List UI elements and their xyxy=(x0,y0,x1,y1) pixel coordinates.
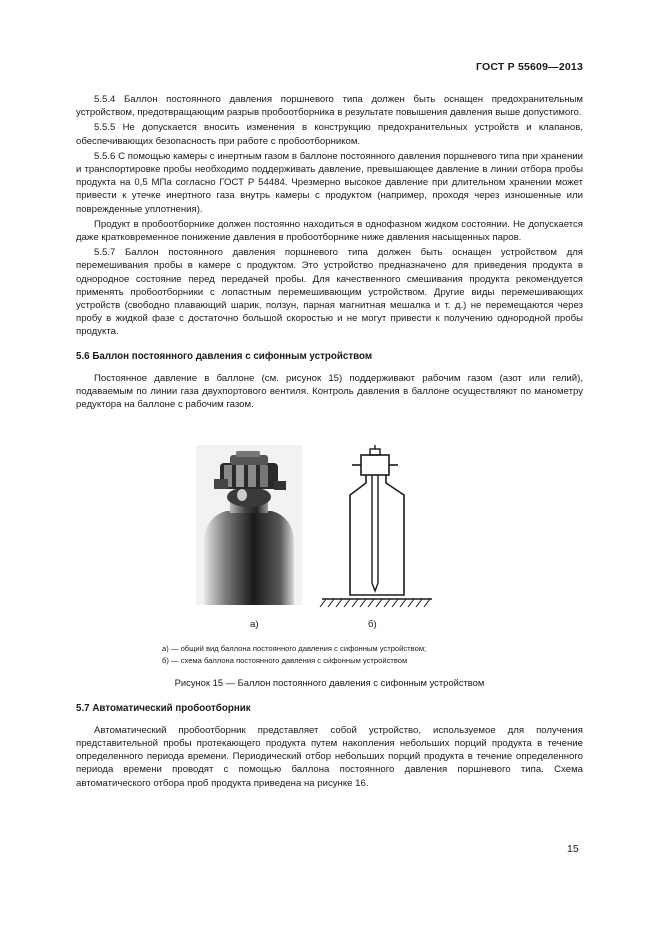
figure-legend xyxy=(162,643,583,667)
paragraph-5-5-5: 5.5.5 Не допускается вносить изменения в конструкцию предохранительных устройств и клапанов, обеспечивающих безопасность при работе с пробоотборником. xyxy=(76,122,583,147)
figure-label-b: б) xyxy=(368,619,377,631)
cylinder-schema xyxy=(314,433,436,613)
section-5-7-heading: 5.7 Автоматический пробоотборник xyxy=(76,702,251,714)
standard-header: ГОСТ Р 55609—2013 xyxy=(475,61,583,73)
legend-a: а) — общий вид баллона постоянного давления с сифонным устройством; xyxy=(162,644,427,654)
paragraph-5-5-6: 5.5.6 С помощью камеры с инертным газом в баллоне постоянного давления поршневого типа при хранении и транспортировке пробы необходимо поддерживать давление, превышающее давление в линии отбора пробы продукта на 0,5 МПа согласно ГОСТ Р 54484. Чрезмерно высокое давление при длительном хранении может привести к утечке инертного газа внутрь камеры с продуктом (например, проходя через изношенные или поврежденные уплотнения). xyxy=(76,150,583,215)
figure-label-a: а) xyxy=(250,619,259,631)
legend-b: б) — схема баллона постоянного давления с сифонным устройством xyxy=(162,656,408,666)
page-number: 15 xyxy=(567,843,579,855)
figure-caption: Рисунок 15 — Баллон постоянного давления с сифонным устройством xyxy=(174,677,485,689)
paragraph-5-5-7: 5.5.7 Баллон постоянного давления поршневого типа должен быть оснащен устройством для перемешивания пробы в камере с продуктом. Это устройство предназначено для приведения продукта в однородное состояние перед передачей пробы. Для качественного смешивания продукта рекомендуется применять пробоотборники с лопастным перемешивающим устройством. Другие виды перемешивающих устройств (свободно плавающий шарик, ползун, парная магнитная мешалка и т. д.) не перемещаются через пробу в жидкой фазе с достаточно большой скоростью и не могут привести к получению однородной пробы продукта. xyxy=(76,247,583,338)
cylinder-photo xyxy=(196,445,302,605)
section-5-7-paragraph: Автоматический пробоотборник представляет собой устройство, используемое для получения представительной пробы протекающего продукта путем накопления небольших порций продукта в течение определенного периода времени. Периодический отбор небольших порций продукта в течение определенного периода времени проводят с помощью баллона постоянного давления поршневого типа. Схема автоматического отбора проб продукта приведена на рисунке 16. xyxy=(76,724,583,789)
figure-15 xyxy=(76,415,583,643)
page-content xyxy=(76,93,583,792)
section-5-6-heading: 5.6 Баллон постоянного давления с сифонным устройством xyxy=(76,350,373,362)
section-5-6-paragraph: Постоянное давление в баллоне (см. рисунок 15) поддерживают рабочим газом (азот или гелий), подаваемым по линии газа двухпортового вентиля. Контроль давления в баллоне осуществляют по манометру редуктора на баллоне с рабочим газом. xyxy=(76,372,583,411)
paragraph-5-5-4: 5.5.4 Баллон постоянного давления поршневого типа должен быть оснащен предохранительным устройством, предотвращающим разрыв пробоотборника в результате повышения давления выше допустимого. xyxy=(76,94,583,119)
paragraph-single-phase: Продукт в пробоотборнике должен постоянно находиться в однофазном жидком состоянии. Не допускается даже кратковременное понижение давления в пробоотборнике ниже давления насыщенных паров. xyxy=(76,218,583,244)
